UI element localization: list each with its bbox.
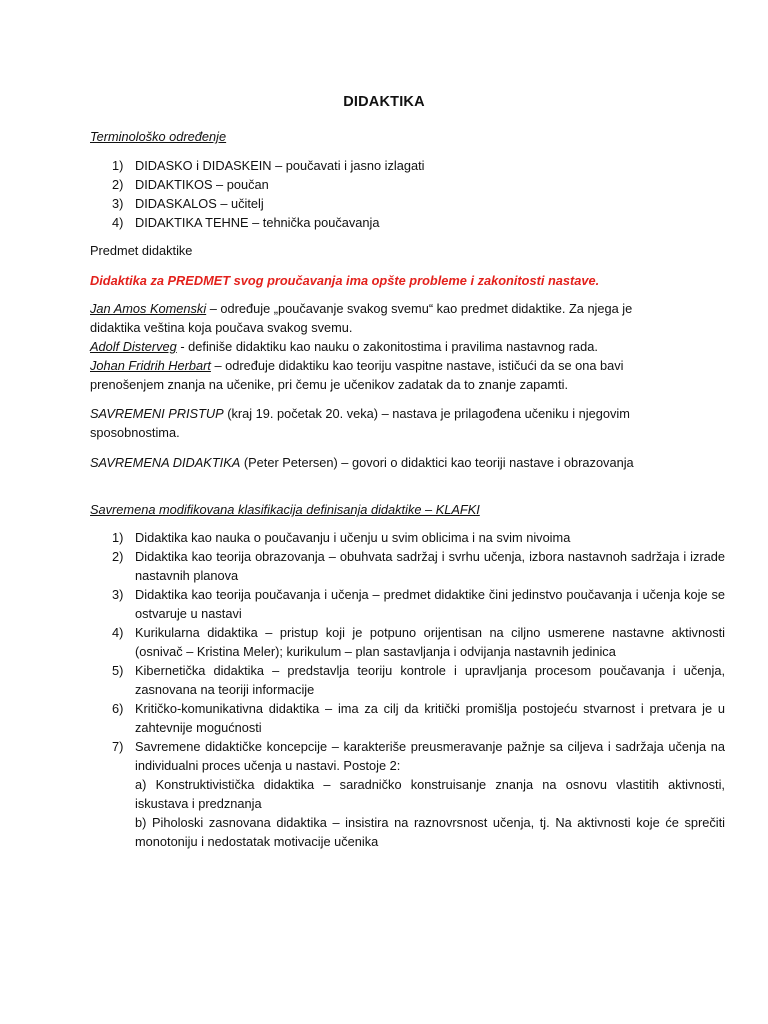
disterveg-line [90,337,680,356]
list-number: 5) [112,663,124,678]
subject-label: Predmet didaktike [90,243,193,258]
klafki-heading: Savremena modifikovana klasifikacija definisanja didaktike – KLAFKI [90,502,480,517]
list-number: 2) [112,549,124,564]
list-text: Didaktika kao teorija obrazovanja – obuhvata sadržaj i svrhu učenja, izbora nastavnoh sadržaja i izrade nastavnih planova [135,549,725,583]
list-text: Kibernetička didaktika – predstavlja teoriju kontrole i upravljanja procesom poučavanja i učenja, zasnovana na teoriji informacije [135,663,725,697]
page-title: DIDAKTIKA [343,94,425,110]
savremeni-paragraph [90,404,680,442]
list-number: 3) [112,587,124,602]
sub-item-b: b) Piholoski zasnovana didaktika – insistira na raznovrsnost učenja, tj. Na aktivnosti koje će sprečiti monotoniju i nedostatak motivacije učenika [135,815,725,849]
list-item [112,661,725,699]
list-text: DIDAKTIKA TEHNE – tehnička poučavanja [135,215,380,230]
subject-highlight: Didaktika za PREDMET svog proučavanja ima opšte probleme i zakonitosti nastave. [90,273,600,288]
list-item [112,585,725,623]
list-number: 7) [112,739,124,754]
list-number: 4) [112,215,124,230]
komenski-line [90,299,680,337]
list-item [112,737,725,851]
savremena-label: SAVREMENA DIDAKTIKA [90,455,241,470]
sub-item-a: a) Konstruktivistička didaktika – saradničko konstruisanje znanja na osnovu vlastitih aktivnosti, iskustava i predznanja [135,777,725,811]
list-item [112,528,725,547]
list-item [112,699,725,737]
list-item [112,156,725,175]
author-text: - definiše didaktiku kao nauku o zakonitostima i pravilima nastavnog rada. [176,339,598,354]
terminology-list [90,156,725,232]
list-text: Didaktika kao teorija poučavanja i učenja – predmet didaktike čini jedinstvo poučavanja i učenja koje se ostvaruje u nastavi [135,587,725,621]
authors-paragraph [90,299,680,394]
list-number: 1) [112,530,124,545]
klafki-list [90,528,725,851]
list-text: Kurikularna didaktika – pristup koji je potpuno orijentisan na ciljno usmerene nastavne aktivnosti (osnivač – Kristina Meler); kurikulum – plan sastavljanja i odvijanja nastavnih jedinica [135,625,725,659]
savremeni-label: SAVREMENI PRISTUP [90,406,224,421]
terminology-heading: Terminološko određenje [90,129,227,144]
list-text: DIDASKO i DIDASKEIN – poučavati i jasno izlagati [135,158,425,173]
savremeni-text: (kraj 19. početak 20. veka) – nastava je prilagođena učeniku i njegovim sposobnostima. [90,406,630,440]
author-name: Jan Amos Komenski [90,301,207,316]
list-number: 3) [112,196,124,211]
list-number: 4) [112,625,124,640]
list-number: 2) [112,177,124,192]
list-item [112,213,725,232]
list-number: 6) [112,701,124,716]
author-text: – određuje didaktiku kao teoriju vaspitne nastave, ističući da se ona bavi prenošenjem znanja na učenike, pri čemu je učenikov zadatak da to znanje zapamti. [90,358,624,392]
list-text: Savremene didaktičke koncepcije – karakteriše preusmeravanje pažnje sa ciljeva i sadržaja učenja na individualni proces učenja u nastavi. Postoje 2: [135,739,725,773]
author-name: Johan Fridrih Herbart [90,358,211,373]
herbart-line [90,356,680,394]
list-item [112,547,725,585]
author-text: – određuje „poučavanje svakog svemu“ kao predmet didaktike. Za njega je didaktika veština koja poučava svakog svemu. [90,301,633,335]
author-name: Adolf Disterveg [90,339,177,354]
list-text: DIDAKTIKOS – poučan [135,177,269,192]
savremena-paragraph [90,453,680,472]
list-text: DIDASKALOS – učitelj [135,196,264,211]
savremena-text: (Peter Petersen) – govori o didaktici kao teoriji nastave i obrazovanja [240,455,634,470]
list-item [112,194,725,213]
list-item [112,623,725,661]
list-item [112,175,725,194]
list-text: Kritičko-komunikativna didaktika – ima za cilj da kritički promišlja postojeću stvarnost i pretvara je u zahtevnije mogućnosti [135,701,725,735]
list-number: 1) [112,158,124,173]
list-text: Didaktika kao nauka o poučavanju i učenju u svim oblicima i na svim nivoima [135,530,571,545]
